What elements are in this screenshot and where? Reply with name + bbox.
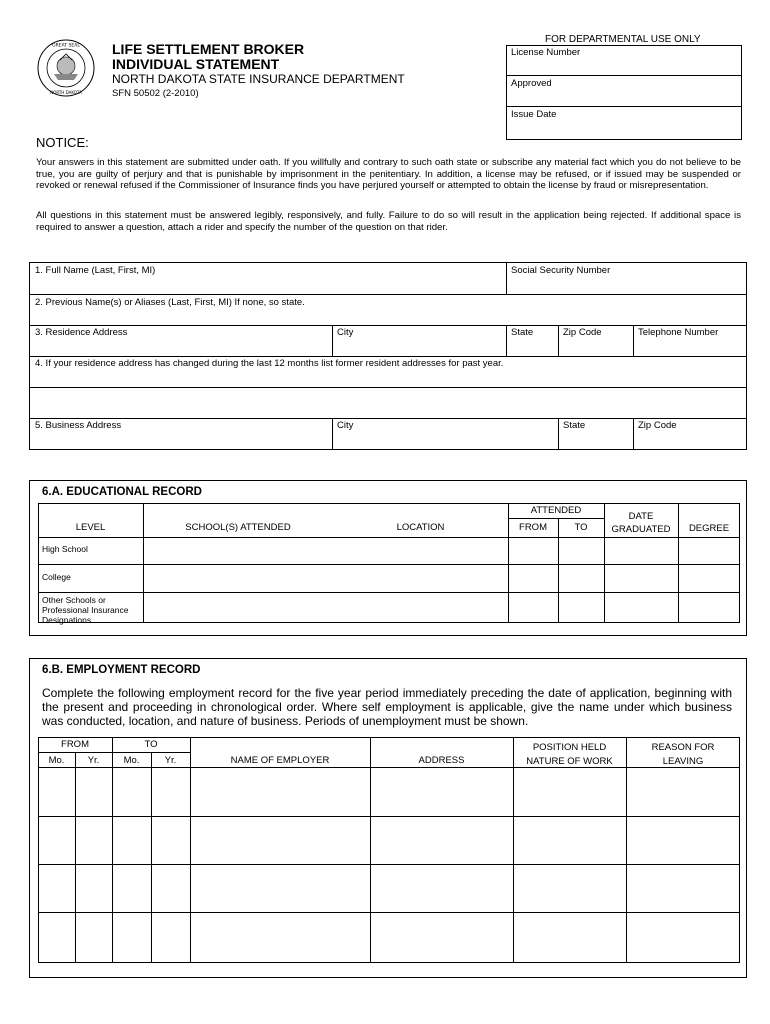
form-title-line2: INDIVIDUAL STATEMENT <box>112 56 280 72</box>
notice-paragraph-2: All questions in this statement must be answered legibly, responsively, and fully. Failure to do so will result in the application being rejected. If additional space is required to answer a question, attach a rider and specify the number of the question on that rider. <box>36 210 741 233</box>
form-title-line1: LIFE SETTLEMENT BROKER <box>112 41 305 57</box>
svg-text:NORTH DAKOTA: NORTH DAKOTA <box>50 90 82 95</box>
emp-col-employer: NAME OF EMPLOYER <box>230 755 330 766</box>
employment-table <box>38 737 740 963</box>
dept-use-box <box>506 45 742 140</box>
employment-title: 6.B. EMPLOYMENT RECORD <box>42 664 201 676</box>
approved-label: Approved <box>511 78 552 89</box>
row-college: College <box>42 572 71 582</box>
col-attended: ATTENDED <box>530 505 582 516</box>
emp-col-to-yr: Yr. <box>164 755 177 766</box>
col-school: SCHOOL(S) ATTENDED <box>185 522 291 533</box>
business-zip-field[interactable]: Zip Code <box>638 420 677 431</box>
previous-names-field[interactable]: 2. Previous Name(s) or Aliases (Last, First, MI) If none, so state. <box>35 297 305 308</box>
row-other-schools: Other Schools or Professional Insurance Designations <box>42 595 129 625</box>
svg-text:GREAT SEAL: GREAT SEAL <box>52 43 80 49</box>
residence-city-field[interactable]: City <box>337 327 354 338</box>
emp-col-to: TO <box>144 739 158 750</box>
full-name-field[interactable]: 1. Full Name (Last, First, MI) <box>35 265 156 276</box>
employment-instructions: Complete the following employment record for the five year period immediately preceding the date of application, beginning with the present and proceeding in chronological order. Where self employment is applicable, give the name under which business was conducted, location, and nature of business. Periods of unemployment must be shown. <box>42 686 732 728</box>
dept-use-heading: FOR DEPARTMENTAL USE ONLY <box>545 34 701 45</box>
business-address-field[interactable]: 5. Business Address <box>35 420 122 431</box>
emp-col-reason: REASON FOR <box>651 742 715 753</box>
state-seal <box>36 38 96 98</box>
col-to: TO <box>574 522 588 533</box>
notice-heading: NOTICE: <box>36 135 89 150</box>
residence-zip-field[interactable]: Zip Code <box>563 327 602 338</box>
department-name: NORTH DAKOTA STATE INSURANCE DEPARTMENT <box>112 72 405 86</box>
col-date: DATE <box>628 511 654 522</box>
license-number-label: License Number <box>511 47 581 58</box>
emp-col-from-yr: Yr. <box>87 755 100 766</box>
col-from: FROM <box>519 522 547 533</box>
ssn-field[interactable]: Social Security Number <box>511 265 611 276</box>
telephone-field[interactable]: Telephone Number <box>638 327 719 338</box>
emp-col-to-mo: Mo. <box>123 755 140 766</box>
col-location: LOCATION <box>396 522 445 533</box>
business-state-field[interactable]: State <box>563 420 586 431</box>
col-graduated: GRADUATED <box>611 524 671 535</box>
emp-col-from-mo: Mo. <box>48 755 65 766</box>
row-high-school: High School <box>42 544 88 554</box>
education-title: 6.A. EDUCATIONAL RECORD <box>42 486 202 498</box>
issue-date-label: Issue Date <box>511 109 557 120</box>
col-level: LEVEL <box>75 522 106 533</box>
former-addresses-field[interactable]: 4. If your residence address has changed during the last 12 months list former resident addresses for past year. <box>35 358 504 369</box>
emp-col-leaving: LEAVING <box>662 756 704 767</box>
emp-col-position: POSITION HELD <box>532 742 607 753</box>
business-city-field[interactable]: City <box>337 420 354 431</box>
emp-col-address: ADDRESS <box>418 755 465 766</box>
residence-state-field[interactable]: State <box>511 327 534 338</box>
residence-address-field[interactable]: 3. Residence Address <box>35 327 128 338</box>
col-degree: DEGREE <box>688 523 730 534</box>
emp-col-nature: NATURE OF WORK <box>526 756 613 767</box>
form-number: SFN 50502 (2-2010) <box>112 88 199 99</box>
emp-col-from: FROM <box>61 739 89 750</box>
notice-paragraph-1: Your answers in this statement are submitted under oath. If you willfully and contrary to such oath state or subscribe any material fact which you do not believe to be true, you are guilty of perjury and that is punishable by imprisonment in the penitentiary. In addition, a license may be refused, or if issued may be suspended or revoked or renewal refused if the Commissioner of Insurance finds you have perjured yourself or attempted to obtain the license by fraud or misrepresentation. <box>36 157 741 191</box>
